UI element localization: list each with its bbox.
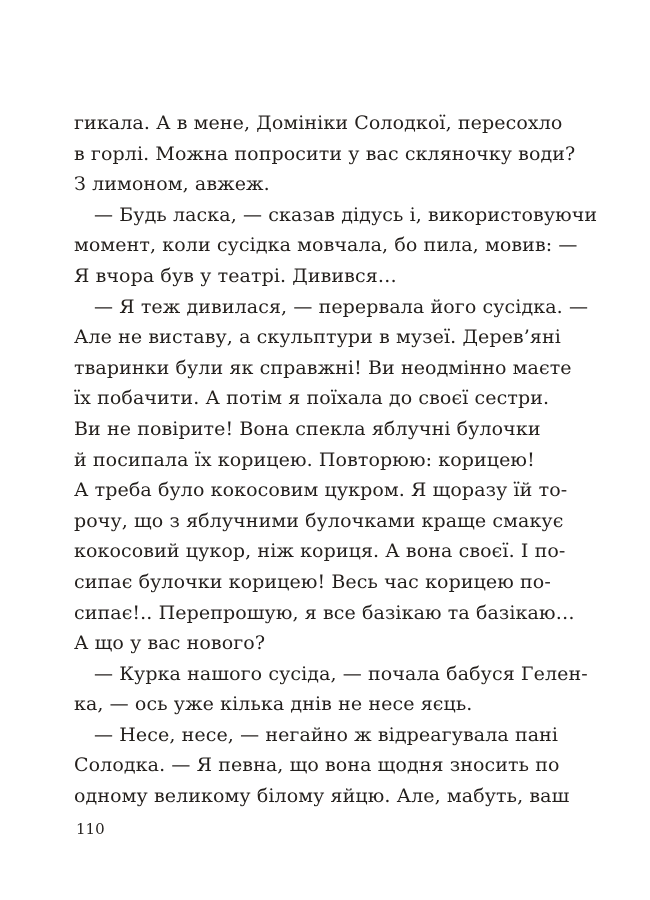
text-line: рочу, що з яблучними булочками краще смакує (74, 509, 564, 532)
text-line: — Курка нашого сусіда, — почала бабуся Гелен- (94, 662, 588, 685)
text-line: ка, — ось уже кілька днів не несе яєць. (74, 693, 473, 716)
text-line: одному великому білому яйцю. Але, мабуть, ваш (74, 785, 570, 808)
text-line: сипає!.. Перепрошую, я все базікаю та базікаю… (74, 601, 575, 624)
text-line: й посипала їх корицею. Повторюю: корицею! (74, 448, 535, 471)
text-line: Я вчора був у театрі. Дивився… (74, 264, 397, 287)
page-number: 110 (76, 820, 105, 838)
text-line: З лимоном, авжеж. (74, 173, 270, 196)
text-line: Ви не повірите! Вона спекла яблучні булочки (74, 417, 541, 440)
text-line: момент, коли сусідка мовчала, бо пила, мовив: — (74, 234, 578, 257)
body-text (74, 108, 598, 812)
text-line: Солодка. — Я певна, що вона щодня зносить по (74, 754, 560, 777)
text-line: — Я теж дивилася, — перервала його сусідка. — (94, 295, 589, 318)
text-line: їх побачити. А потім я поїхала до своєї сестри. (74, 387, 550, 410)
text-line: А треба було кокосовим цукром. Я щоразу їй то- (74, 479, 568, 502)
text-line: тваринки були як справжні! Ви неодмінно маєте (74, 356, 572, 379)
text-line: — Несе, несе, — негайно ж відреагувала пані (94, 723, 559, 746)
text-line: Але не виставу, а скульптури в музеї. Дерев’яні (74, 326, 561, 349)
text-line: — Будь ласка, — сказав дідусь і, використовуючи (94, 203, 598, 226)
text-line: сипає булочки корицею! Весь час корицею по- (74, 570, 551, 593)
text-line: гикала. А в мене, Домініки Солодкої, пересохло (74, 112, 563, 134)
text-line: кокосовий цукор, ніж кориця. А вона своєї. І по- (74, 540, 566, 563)
text-line: в горлі. Можна попросити у вас скляночку води? (74, 142, 576, 165)
text-line: А що у вас нового? (74, 632, 266, 655)
